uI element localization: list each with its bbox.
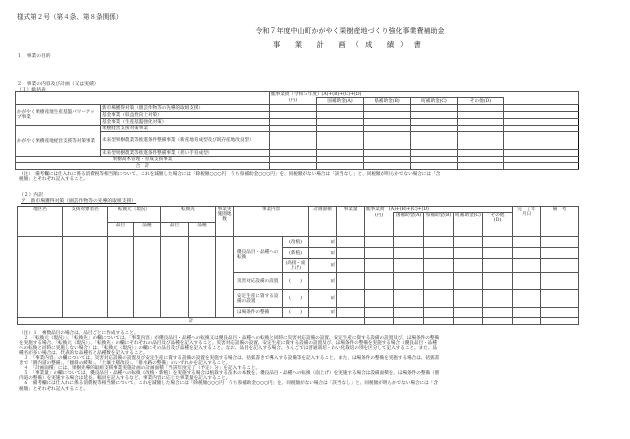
content-header: 事業内容	[234, 207, 309, 237]
item-label: 果樹経営支援対策事業	[101, 126, 270, 132]
cell	[504, 163, 579, 170]
note-line: （注）１ 複数品目の場合は、品目ごとに作成すること。	[19, 331, 139, 336]
cell	[458, 132, 504, 150]
cell	[458, 112, 504, 119]
summary-note	[19, 172, 440, 182]
area-unit: ㎡	[309, 290, 337, 308]
cell	[454, 318, 483, 325]
breakdown-subheading: ア 新市場獲得対策（園芸作物等の先導的取組支援）	[21, 199, 137, 204]
cell	[454, 259, 483, 273]
done-date-header: 完 了年月日	[513, 207, 541, 237]
item-label: 新市場獲得対策（園芸作物等の先導的取組支援）	[101, 105, 270, 112]
other-header: その他(D)	[458, 98, 504, 105]
cell	[483, 273, 513, 290]
cell	[63, 237, 108, 318]
content-sub: (改植)	[283, 237, 309, 248]
cell	[365, 273, 394, 290]
item-label: 基金事業（生産基盤強化対策）	[101, 119, 270, 126]
cell	[424, 259, 454, 273]
note-line: きで「園内道の整備」、「傾斜の緩和」、「土壌土層改良」、「排水路の整備」のいずれかを記入すること。	[19, 361, 231, 367]
cell	[365, 318, 394, 325]
cell	[513, 318, 541, 325]
cell	[394, 259, 424, 273]
cell	[411, 132, 458, 150]
cell	[458, 150, 504, 157]
total-row-label: 合 計	[16, 163, 270, 170]
total-cost-header: 総事業費（令和５年度）(A)+(B)+(C)+(D)	[270, 92, 579, 98]
content-label: ほ場条件の整備	[234, 308, 283, 318]
cell	[317, 163, 364, 170]
content-label: 災害対応設備の設置	[234, 273, 283, 290]
cell	[513, 259, 541, 273]
cell	[541, 237, 579, 248]
cell	[337, 290, 365, 308]
item-label: 未来型果樹農業等推進条件整備事業（新産地育成型及び既存産地改良型）	[101, 132, 270, 150]
cell	[541, 318, 579, 325]
group-label: かがやく果樹産地経営支援等対策事業	[16, 126, 101, 157]
tree-row-label: 果樹高木管理・育成支援事業	[16, 157, 270, 163]
cell	[134, 237, 161, 318]
cell	[411, 112, 458, 119]
cell	[365, 259, 394, 273]
from-variety-header: 品種	[134, 223, 161, 237]
cell	[513, 237, 541, 248]
cell	[424, 290, 454, 308]
area-unit: ㎡	[309, 248, 337, 259]
cell	[504, 150, 579, 157]
form-number: 様式第２号（第４条、第８条関係）	[17, 13, 123, 21]
cell	[411, 163, 458, 170]
note-line: 内道の整備）を実施する場合は延長、幅員を記入するなど、事業内容に応じた事業量を記入すること。	[19, 376, 231, 382]
summary-table	[15, 91, 579, 170]
cell	[364, 163, 411, 170]
cell	[541, 248, 579, 259]
breakdown-heading: （２）内訳	[19, 193, 43, 198]
cell	[424, 318, 454, 325]
cell	[337, 273, 365, 290]
cell	[337, 237, 365, 248]
cell	[270, 150, 317, 157]
cell	[458, 119, 504, 126]
orchards-header: 事業実施園地数	[216, 207, 234, 237]
town-header: 町補助金(C)	[454, 213, 483, 237]
cell	[365, 248, 394, 259]
total-row-label: 計	[18, 318, 365, 325]
summary-heading: （１）総括表	[17, 88, 46, 93]
cell	[454, 308, 483, 318]
content-paren: ( )	[283, 273, 309, 290]
national-header: 国補助金(A)	[394, 213, 424, 237]
cell	[337, 259, 365, 273]
cell	[270, 163, 317, 170]
cell	[513, 248, 541, 259]
area-unit: ㎡	[309, 273, 337, 290]
cell	[364, 119, 411, 126]
cell	[483, 318, 513, 325]
cell	[424, 308, 454, 318]
cell	[458, 163, 504, 170]
cell	[317, 119, 364, 126]
cell	[394, 248, 424, 259]
cell	[189, 237, 216, 318]
cell	[454, 273, 483, 290]
cell	[394, 290, 424, 308]
cell	[364, 132, 411, 150]
item-label: 基金事業（収益性向上対策）	[101, 112, 270, 119]
content-paren: ( )	[283, 290, 309, 308]
content-sub: (新植)	[283, 248, 309, 259]
to-variety-header: 品種	[189, 223, 216, 237]
cell	[411, 119, 458, 126]
total-cost-header: 総事業費 (A)+(B)+(C)+(D)	[365, 207, 513, 213]
pref-header: 県補助金(B)	[424, 213, 454, 237]
cell	[483, 248, 513, 259]
cell	[317, 132, 364, 150]
content-label: 安定生産に資する設備の設置	[234, 290, 283, 308]
cell	[483, 259, 513, 273]
cell	[270, 105, 317, 112]
section-purpose: １ 事業の目的	[17, 54, 51, 59]
cell	[270, 132, 317, 150]
cell	[483, 308, 513, 318]
section-content: ２ 事業の内容及び計画（又は実績）	[17, 82, 99, 87]
cell	[394, 318, 424, 325]
yen-header: (円)	[270, 98, 317, 105]
from-header: 転換元（現況）	[108, 207, 161, 223]
cell	[454, 237, 483, 248]
cell	[483, 237, 513, 248]
district-header: 地区名	[18, 207, 63, 237]
cell	[504, 132, 579, 150]
note-line: を実施する場合、「転換元（現況）」、「転換先」の欄にそれぞれの品目及び品種を記入すること。災害対応設備の設置、安定生産に資する設備の設置及び、ほ場条件の整備を実施する場合（優良品目・品種	[19, 341, 437, 347]
cell	[317, 150, 364, 157]
town-header: 町補助金(C)	[411, 98, 458, 105]
cell	[161, 237, 189, 318]
cell	[424, 237, 454, 248]
note-line: ２ 「転換元（現況）」、「転換先」の欄については、「事業内容」が優良品目・品種への転換又は優良品目・品種への転換と同時に災害対応設備の設置、安定生産に資する設備の設置及び、ほ場条件の整備	[19, 336, 440, 342]
cell	[365, 308, 394, 318]
to-header: 転換先	[161, 207, 216, 223]
cell	[394, 308, 424, 318]
cell	[317, 105, 364, 112]
cell	[504, 119, 579, 126]
conversion-label: 優良品目・品種への転換	[234, 237, 283, 273]
cell	[541, 273, 579, 290]
cell	[541, 259, 579, 273]
cell	[317, 112, 364, 119]
cell	[270, 112, 317, 119]
item-label: 未来型果樹農業等推進条件整備事業（担い手育成型）	[101, 150, 270, 157]
cell	[541, 290, 579, 308]
note-line: への転換と同時に実施しない場合）は、「転換元（現況）」の欄にその品目及び品種を記入すること。なお、品目を記入する場合、りんごでは普通栽培・わい化栽培の別を区分して記入すること。また、品	[19, 346, 438, 352]
note-line: 税額」とそれぞれ記入すること。	[19, 386, 88, 392]
cell	[394, 273, 424, 290]
breakdown-table	[17, 206, 579, 325]
pref-header: 県補助金(B)	[364, 98, 411, 105]
note-line: ４ 「計画面積」には、果樹先導的取組支援事業実施計画の計画面積「当該年度完了（予定）分」を記入すること。	[19, 366, 261, 372]
yen-header: (円)	[365, 213, 394, 237]
summary-note-line: 税額」とそれぞれ記入すること。	[19, 177, 88, 183]
cell	[504, 112, 579, 119]
content-sub: (高接・面上げ)	[283, 259, 309, 273]
cell	[513, 308, 541, 318]
cell	[365, 290, 394, 308]
cell	[513, 290, 541, 308]
cell	[411, 105, 458, 112]
note-line: ５ 「事業量」の欄については、優良品目・品種への転換（改植・新植）を実施する場合は植栽する苗木の本数を、優良品目・品種への転換（面上げ）を実施する場合は設備面積を、ほ場条件の整備（園	[19, 371, 440, 377]
notes	[19, 331, 439, 392]
cell	[483, 290, 513, 308]
cell	[216, 237, 234, 318]
area-unit: ㎡	[309, 237, 337, 248]
cell	[364, 105, 411, 112]
cell	[541, 308, 579, 318]
other-header: その他(D)	[483, 213, 513, 237]
area-unit: ㎡	[309, 259, 337, 273]
note-line: ３ 「事業内容」の欄については、災害対応設備の設置及び安定生産に資する設備の設置を実施する場合は、括弧書きで導入する設備等を記入すること。また、ほ場条件の整備を実施する場合は、括弧書	[19, 356, 440, 362]
cell	[365, 237, 394, 248]
cell	[458, 105, 504, 112]
national-header: 国補助金(A)	[317, 98, 364, 105]
cell	[337, 308, 365, 318]
cell	[424, 273, 454, 290]
content-paren: ( )	[283, 308, 309, 318]
blank-header	[16, 92, 270, 105]
cell	[513, 273, 541, 290]
to-item-header: 品目	[161, 223, 189, 237]
remarks-header: 備 考	[541, 207, 579, 237]
from-item-header: 品目	[108, 223, 134, 237]
cell	[411, 150, 458, 157]
area-header: 計画面積	[309, 207, 337, 237]
note-line: 種名が多い場合は、代表的な品種名と品種数を記入すること。	[19, 351, 148, 357]
area-unit: ㎡	[309, 308, 337, 318]
cell	[454, 248, 483, 259]
group-label: かがやく果樹産地生産基盤パワーアップ事業	[16, 105, 101, 126]
document-subtitle: 事 業 計 画（成 績）書	[273, 40, 427, 49]
cell	[364, 112, 411, 119]
cell	[454, 290, 483, 308]
summary-note-line: （注） 備考欄には仕入れに係る消費税等相当額について、これを減額した場合には「除税額○○○円 うち県補助金○○○円」を、同税額がない場合は「該当なし」と、同税額が明らかでない場合には「含	[19, 172, 441, 177]
cell	[108, 237, 134, 318]
target-header: 支援対象者名	[63, 207, 108, 237]
cell	[504, 105, 579, 112]
cell	[270, 119, 317, 126]
cell	[364, 150, 411, 157]
note-line: ６ 備考欄には仕入れに係る消費税等相当額について、これを減額した場合には「除税額○○○円 うち県補助金○○○円」を、同税額がない場合は「該当なし」と、同税額が明らかでない場合には「含	[19, 381, 438, 387]
cell	[18, 237, 63, 318]
cell	[394, 237, 424, 248]
cell	[424, 248, 454, 259]
document-title: 令和７年度中山町かがやく果樹産地づくり強化事業費補助金	[255, 27, 445, 35]
volume-header: 事業量	[337, 207, 365, 237]
cell	[337, 248, 365, 259]
